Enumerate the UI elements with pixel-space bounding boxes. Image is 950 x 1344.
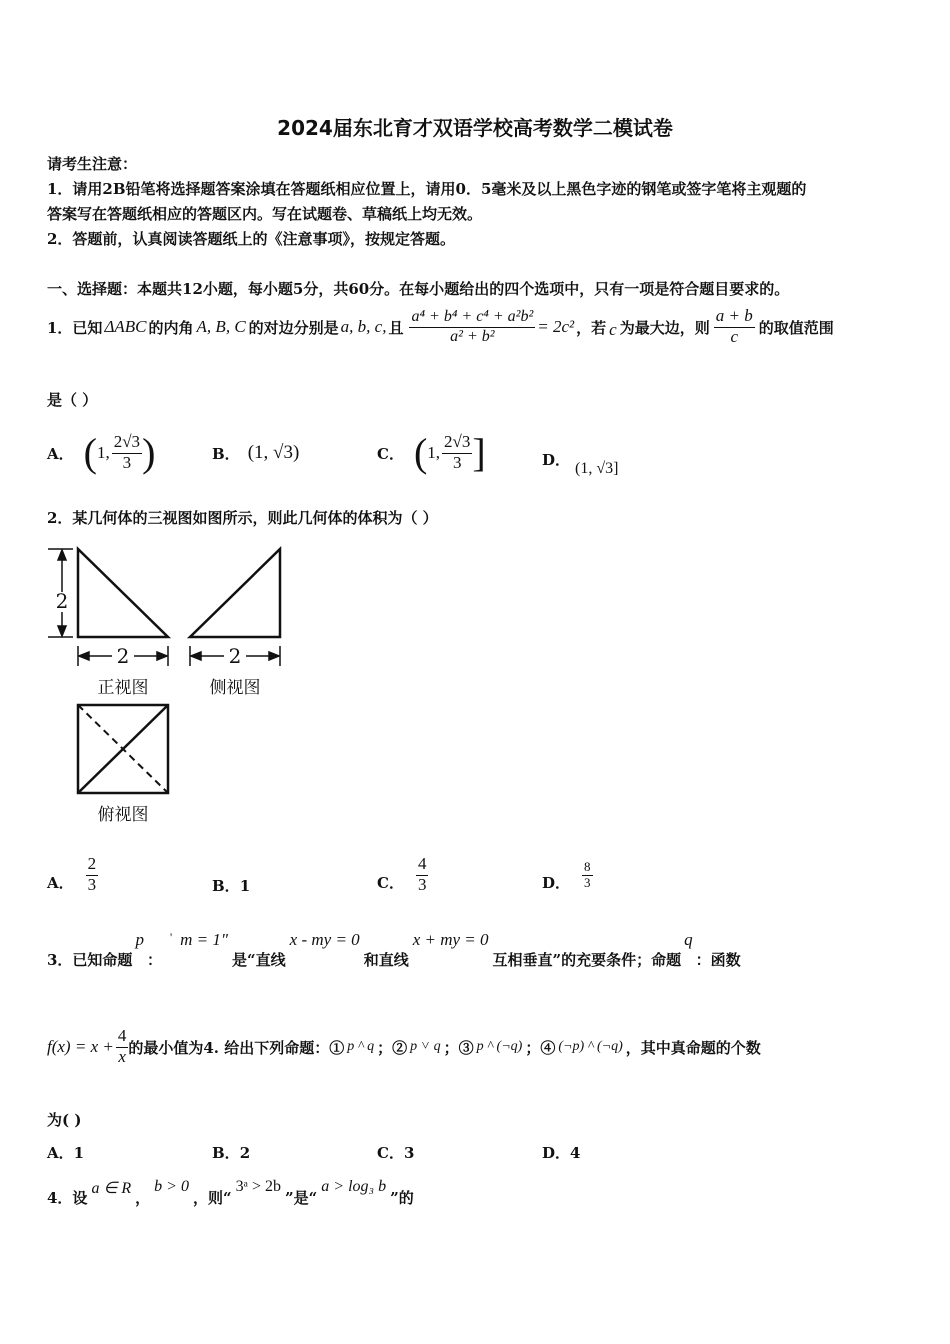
q1-option-d-value: (1, √3] xyxy=(575,460,619,477)
page-title: 2024届东北育才双语学校高考数学二模试卷 xyxy=(277,116,673,140)
q1-option-a-frac xyxy=(112,433,142,472)
q3-line-2: x + my = 0 xyxy=(412,930,489,949)
q1-ratio-den: c xyxy=(730,327,738,346)
q3-function: f(x) = x + xyxy=(47,1037,114,1056)
height-arrow-up xyxy=(58,550,66,560)
q1-option-a-num: 2√3 xyxy=(112,433,142,454)
top-view-caption: 俯视图 xyxy=(97,805,149,825)
q3-option-a-label: A． xyxy=(47,1144,74,1162)
q3-option-d-value: 4 xyxy=(570,1144,581,1162)
question-2: 2．某几何体的三视图如图所示，则此几何体的体积为（ ） xyxy=(47,509,438,527)
q3-option-b-label: B． xyxy=(212,1144,240,1162)
side-view-caption: 侧视图 xyxy=(209,678,261,698)
side-view-triangle xyxy=(190,549,280,637)
q3-option-d[interactable] xyxy=(542,1142,580,1163)
q3-option-c-value: 3 xyxy=(403,1144,415,1162)
side-width-label: 2 xyxy=(228,644,242,668)
q3-colon: ： xyxy=(146,951,162,969)
q1-option-a-close: ) xyxy=(142,430,156,475)
q3-text-4: 互相垂直”的充要条件；命题 xyxy=(492,951,682,969)
q3-option-c-label: C． xyxy=(377,1144,404,1162)
q2-option-a-num: 2 xyxy=(86,855,99,876)
q1-option-b-value: (1, √3) xyxy=(247,442,300,463)
section-heading: 一、选择题：本题共12小题，每小题5分，共60分。在每小题给出的四个选项中，只有一项是符合题目要求的。 xyxy=(47,280,790,298)
q3-line-b xyxy=(47,1022,761,1072)
q3-text-3: 和直线 xyxy=(363,951,409,969)
q3-sep-2: ；③ xyxy=(443,1038,474,1057)
q1-option-c-left: 1, xyxy=(427,443,441,462)
q4-text-1: 4．设 xyxy=(47,1189,88,1207)
q4-text-3: ，则“ xyxy=(192,1189,232,1207)
q1-text-1: 1．已知 xyxy=(47,318,103,337)
q1-option-c-den: 3 xyxy=(452,453,462,472)
q3-sep-3: ；④ xyxy=(525,1038,556,1057)
q1-angles: A, B, C xyxy=(196,317,246,336)
q3-function-frac xyxy=(116,1027,129,1066)
q1-option-d-label: D． xyxy=(542,451,571,469)
q3-claim-2: p ˅ q xyxy=(410,1039,441,1054)
q2-option-a-den: 3 xyxy=(87,875,97,894)
q2-option-d-den: 3 xyxy=(584,875,591,890)
q3-text-8: 为( ) xyxy=(47,1111,82,1129)
question-3 xyxy=(47,930,741,970)
q1-text-7: 的取值范围 xyxy=(758,318,834,337)
q3-tick: ' xyxy=(169,930,173,944)
q4-cond-3: 3ᵃ > 2b xyxy=(235,1178,282,1195)
q3-sep-1: ；② xyxy=(377,1038,408,1057)
q3-option-b-value: 2 xyxy=(239,1144,251,1162)
q1-option-c[interactable] xyxy=(377,425,486,481)
q4-cond-1: a ∈ R xyxy=(91,1180,132,1197)
q2-option-c-frac xyxy=(416,855,429,894)
q2-option-c-label: C． xyxy=(377,873,404,892)
q4-text-4: ”是“ xyxy=(285,1189,318,1207)
height-arrow-down xyxy=(58,626,66,636)
q1-text-8: 是（ ） xyxy=(47,391,98,409)
q3-option-c[interactable] xyxy=(377,1142,414,1163)
q2-option-c[interactable] xyxy=(377,852,428,898)
front-view-caption: 正视图 xyxy=(97,678,149,698)
q1-text-3: 的对边分别是 xyxy=(248,318,339,337)
q1-fraction-den: a² + b² xyxy=(450,328,495,345)
three-view-figure xyxy=(40,540,300,830)
q3-claim-1: p ^ q xyxy=(347,1039,375,1054)
q1-option-d[interactable] xyxy=(542,449,570,470)
front-view-triangle xyxy=(78,549,168,637)
notice-line-1a: 1．请用2B铅笔将选择题答案涂填在答题纸相应位置上，请用0．5毫米及以上黑色字迹的钢笔或签字笔将主观题的 xyxy=(47,180,807,198)
q3-option-a[interactable] xyxy=(47,1142,84,1163)
q1-option-b[interactable] xyxy=(212,425,299,481)
q4-text-2: ， xyxy=(135,1189,151,1207)
q2-option-d-label: D． xyxy=(542,873,571,892)
q1-triangle: ΔABC xyxy=(104,317,147,336)
q3-var-p: p xyxy=(135,930,144,949)
q1-ratio xyxy=(714,307,755,346)
q1-option-c-frac xyxy=(442,433,472,472)
question-4 xyxy=(47,1178,414,1208)
q3-line-1: x - my = 0 xyxy=(289,930,360,949)
question-1 xyxy=(47,298,834,356)
q1-fraction xyxy=(409,308,535,345)
q2-option-d-frac xyxy=(582,860,593,891)
q2-option-a[interactable] xyxy=(47,852,98,898)
height-label: 2 xyxy=(55,589,69,613)
q3-text-1: 3．已知命题 xyxy=(47,951,133,969)
q1-text-2: 的内角 xyxy=(148,318,194,337)
q1-text-4: 且 xyxy=(388,318,404,337)
notice-line-1b: 答案写在答题纸相应的答题区内。写在试题卷、草稿纸上均无效。 xyxy=(47,205,483,223)
q1-option-a-label: A． xyxy=(47,444,74,463)
q1-text-5: ，若 xyxy=(576,318,607,337)
q2-option-b[interactable] xyxy=(212,875,250,896)
q1-option-b-label: B． xyxy=(212,444,240,463)
q3-option-d-label: D． xyxy=(542,1144,571,1162)
q3-condition: m = 1" xyxy=(180,930,229,949)
q3-text-5: ：函数 xyxy=(695,951,741,969)
q3-text-2: 是“直线 xyxy=(232,951,286,969)
q1-text-6: 为最大边，则 xyxy=(619,318,710,337)
notice-heading: 请考生注意： xyxy=(47,155,138,173)
q1-fraction-num: a⁴ + b⁴ + c⁴ + a²b² xyxy=(409,308,535,328)
q1-option-c-open: ( xyxy=(413,430,428,475)
q2-option-d[interactable] xyxy=(542,852,593,898)
q3-text-6: 的最小值为4. 给出下列命题：① xyxy=(128,1038,345,1057)
q1-ratio-num: a + b xyxy=(714,307,755,328)
q2-option-a-label: A． xyxy=(47,873,74,892)
q2-option-c-num: 4 xyxy=(416,855,429,876)
q1-equation: = 2c² xyxy=(537,317,575,336)
notice-line-2: 2．答题前，认真阅读答题纸上的《注意事项》，按规定答题。 xyxy=(47,230,455,248)
q3-var-q: q xyxy=(684,930,693,949)
q2-option-b-value: 1 xyxy=(239,877,251,895)
q1-option-c-close: ] xyxy=(472,430,486,475)
q3-option-b[interactable] xyxy=(212,1142,250,1163)
q3-option-a-value: 1 xyxy=(73,1144,85,1162)
q2-option-c-den: 3 xyxy=(417,875,427,894)
q3-claim-3: p ^ (¬q) xyxy=(476,1039,523,1054)
q1-option-a-left: 1, xyxy=(96,443,110,462)
q2-option-a-frac xyxy=(86,855,99,894)
q4-text-5: ”的 xyxy=(390,1189,414,1207)
q4-cond-2: b > 0 xyxy=(154,1178,189,1195)
q1-option-c-label: C． xyxy=(377,444,404,463)
q3-function-den: x xyxy=(118,1047,126,1066)
q3-function-num: 4 xyxy=(116,1027,129,1048)
q1-option-a-open: ( xyxy=(83,430,97,475)
q1-option-a-den: 3 xyxy=(122,453,132,472)
q3-claim-4: (¬p) ^ (¬q) xyxy=(558,1039,623,1054)
q2-option-b-label: B． xyxy=(212,877,240,895)
q1-option-c-num: 2√3 xyxy=(442,433,472,454)
q1-var-c: c xyxy=(609,320,617,339)
q2-option-d-num: 8 xyxy=(582,860,593,876)
q3-text-7: ，其中真命题的个数 xyxy=(625,1038,761,1057)
q1-option-a[interactable] xyxy=(47,425,155,481)
q4-cond-4: a > log₃ b xyxy=(321,1178,387,1195)
front-width-label: 2 xyxy=(116,644,130,668)
q1-sides: a, b, c, xyxy=(340,317,387,336)
